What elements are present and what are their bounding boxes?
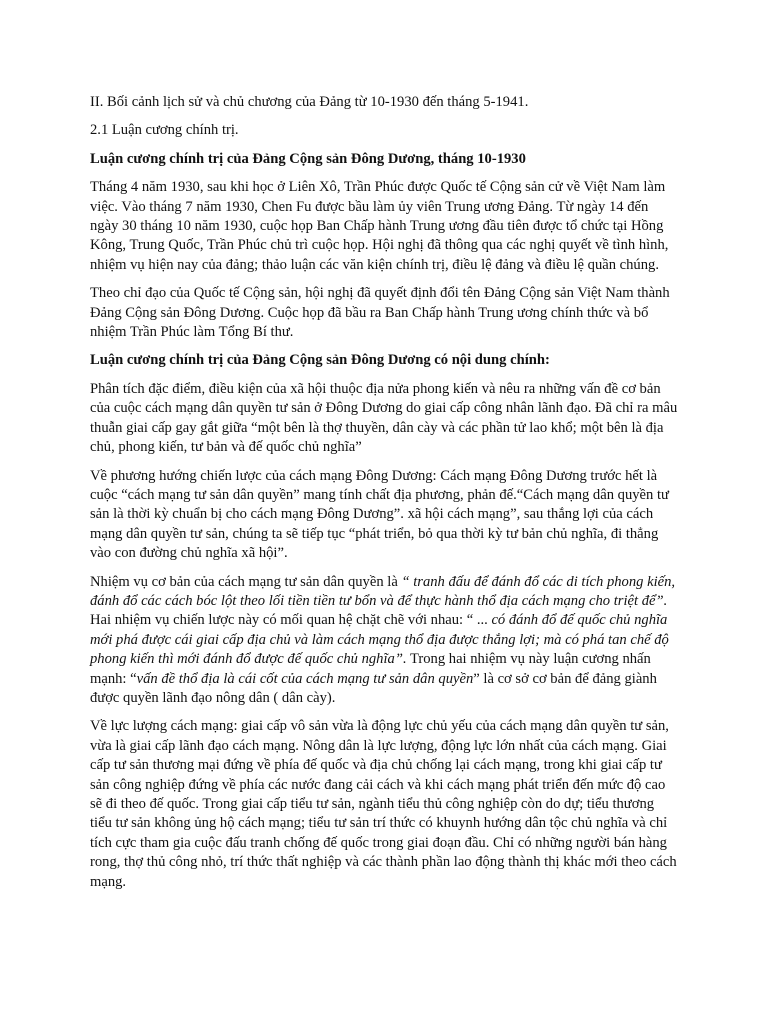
paragraph-6: Về lực lượng cách mạng: giai cấp vô sản vừa là động lực chủ yếu của cách mạng dân quyền tư sản, vừa là giai cấp lãnh đạo cách mạng. Nông dân là lực lượng, động lực lớn nhất của cách mạng. Giai cấp tư sản thương mại đứng về phía đế quốc và địa chủ chống lại cách mạng, trong khi giai cấp tư sản công nghiệp đứng về phía các nước đang cải cách và khi cách mạng phát triển đến mức độ cao sẽ đi theo đế quốc. Trong giai cấp tiểu tư sản, ngành tiểu thủ công nghiệp còn do dự; tiểu thương tiểu tư sản không ủng hộ cách mạng; tiểu tư sản trí thức có khuynh hướng dân tộc chủ nghĩa và chỉ tích cực tham gia cuộc đấu tranh chống đế quốc trong giai đoạn đầu. Chỉ có những người bán hàng rong, thợ thủ công nhỏ, trí thức thất nghiệp và các thành phần lao động thành thị khác mới theo cách mạng. [90,718,677,890]
paragraph-3: Phân tích đặc điểm, điều kiện của xã hội thuộc địa nửa phong kiến và nêu ra những vấn đề cơ bản của cuộc cách mạng dân quyền tư sản ở Đông Dương do giai cấp công nhân lãnh đạo. Đã chỉ ra mâu thuẫn giai cấp gay gắt giữa “một bên là thợ thuyền, dân cày và các phần tử lao khổ; một bên là địa chủ, phong kiến, tư bản và đế quốc chủ nghĩa” [90,380,678,456]
paragraph-5-text-3: Trong hai nhiệm vụ này luận cương nhấn mạnh: “ [90,651,651,687]
paragraph-5-italic-3: vấn đề thổ địa là cái cốt của cách mạng tư sản dân quyền [136,670,474,687]
paragraph-1: Tháng 4 năm 1930, sau khi học ở Liên Xô, Trần Phúc được Quốc tế Cộng sản cử về Việt Nam làm việc. Vào tháng 7 năm 1930, Chen Fu được bầu làm ủy viên Trung ương Đảng. Từ ngày 14 đến ngày 30 tháng 10 năm 1930, cuộc họp Ban Chấp hành Trung ương đầu tiên được tổ chức tại Hồng Kông, Trung Quốc, Trần Phúc chủ trì cuộc họp. Hội nghị đã thông qua các nghị quyết về tình hình, nhiệm vụ hiện nay của đảng; thảo luận các văn kiện chính trị, điều lệ đảng và điều lệ quần chúng. [90,179,669,273]
heading-political-thesis: Luận cương chính trị của Đảng Cộng sản Đông Dương, tháng 10-1930 [90,150,526,167]
paragraph-5 [90,573,678,709]
paragraph-5-italic-1: “ tranh đấu để đánh đổ các di tích phong kiến, đánh đổ các cách bóc lột theo lối tiền tiền tư bổn và để thực hành thổ địa cách mạng cho triệt để”. [90,573,676,609]
paragraph-4: Về phương hướng chiến lược của cách mạng Đông Dương: Cách mạng Đông Dương trước hết là cuộc “cách mạng tư sản dân quyền” mang tính chất địa phương, phản đế.“Cách mạng dân quyền tư sản là thời kỳ chuẩn bị cho cách mạng Đông Dương”. xã hội cách mạng”, sau thắng lợi của cách mạng dân quyền tư sản, chúng ta sẽ tiếp tục “phát triển, bỏ qua thời kỳ tư bản chủ nghĩa, đi thẳng vào con đường chủ nghĩa xã hội”. [90,467,669,562]
heading-main-content: Luận cương chính trị của Đảng Cộng sản Đông Dương có nội dung chính: [90,352,550,369]
subsection-title: 2.1 Luận cương chính trị. [90,122,239,139]
paragraph-5-italic-2: có đánh đổ đế quốc chủ nghĩa mới phá được cái giai cấp địa chủ và làm cách mạng thổ địa được thắng lợi; mà có phá tan chế độ phong kiến thì mới đánh đổ được đế quốc chủ nghĩa”. [90,612,669,668]
paragraph-5-text-2: Hai nhiệm vụ chiến lược này có mối quan hệ chặt chẽ với nhau: “ ... [90,612,492,629]
paragraph-2: Theo chỉ đạo của Quốc tế Cộng sản, hội nghị đã quyết định đổi tên Đảng Cộng sản Việt Nam thành Đảng Cộng sản Đông Dương. Cuộc họp đã bầu ra Ban Chấp hành Trung ương chính thức và bổ nhiệm Trần Phúc làm Tổng Bí thư. [90,285,670,341]
document-page [90,93,678,901]
section-title: II. Bối cảnh lịch sử và chủ chương của Đảng từ 10-1930 đến tháng 5-1941. [90,94,529,110]
paragraph-5-text-1: Nhiệm vụ cơ bản của cách mạng tư sản dân quyền là [90,573,402,590]
paragraph-5-text-4: ” là cơ sở cơ bản để đảng giành được quyền lãnh đạo nông dân ( dân cày). [90,670,657,706]
